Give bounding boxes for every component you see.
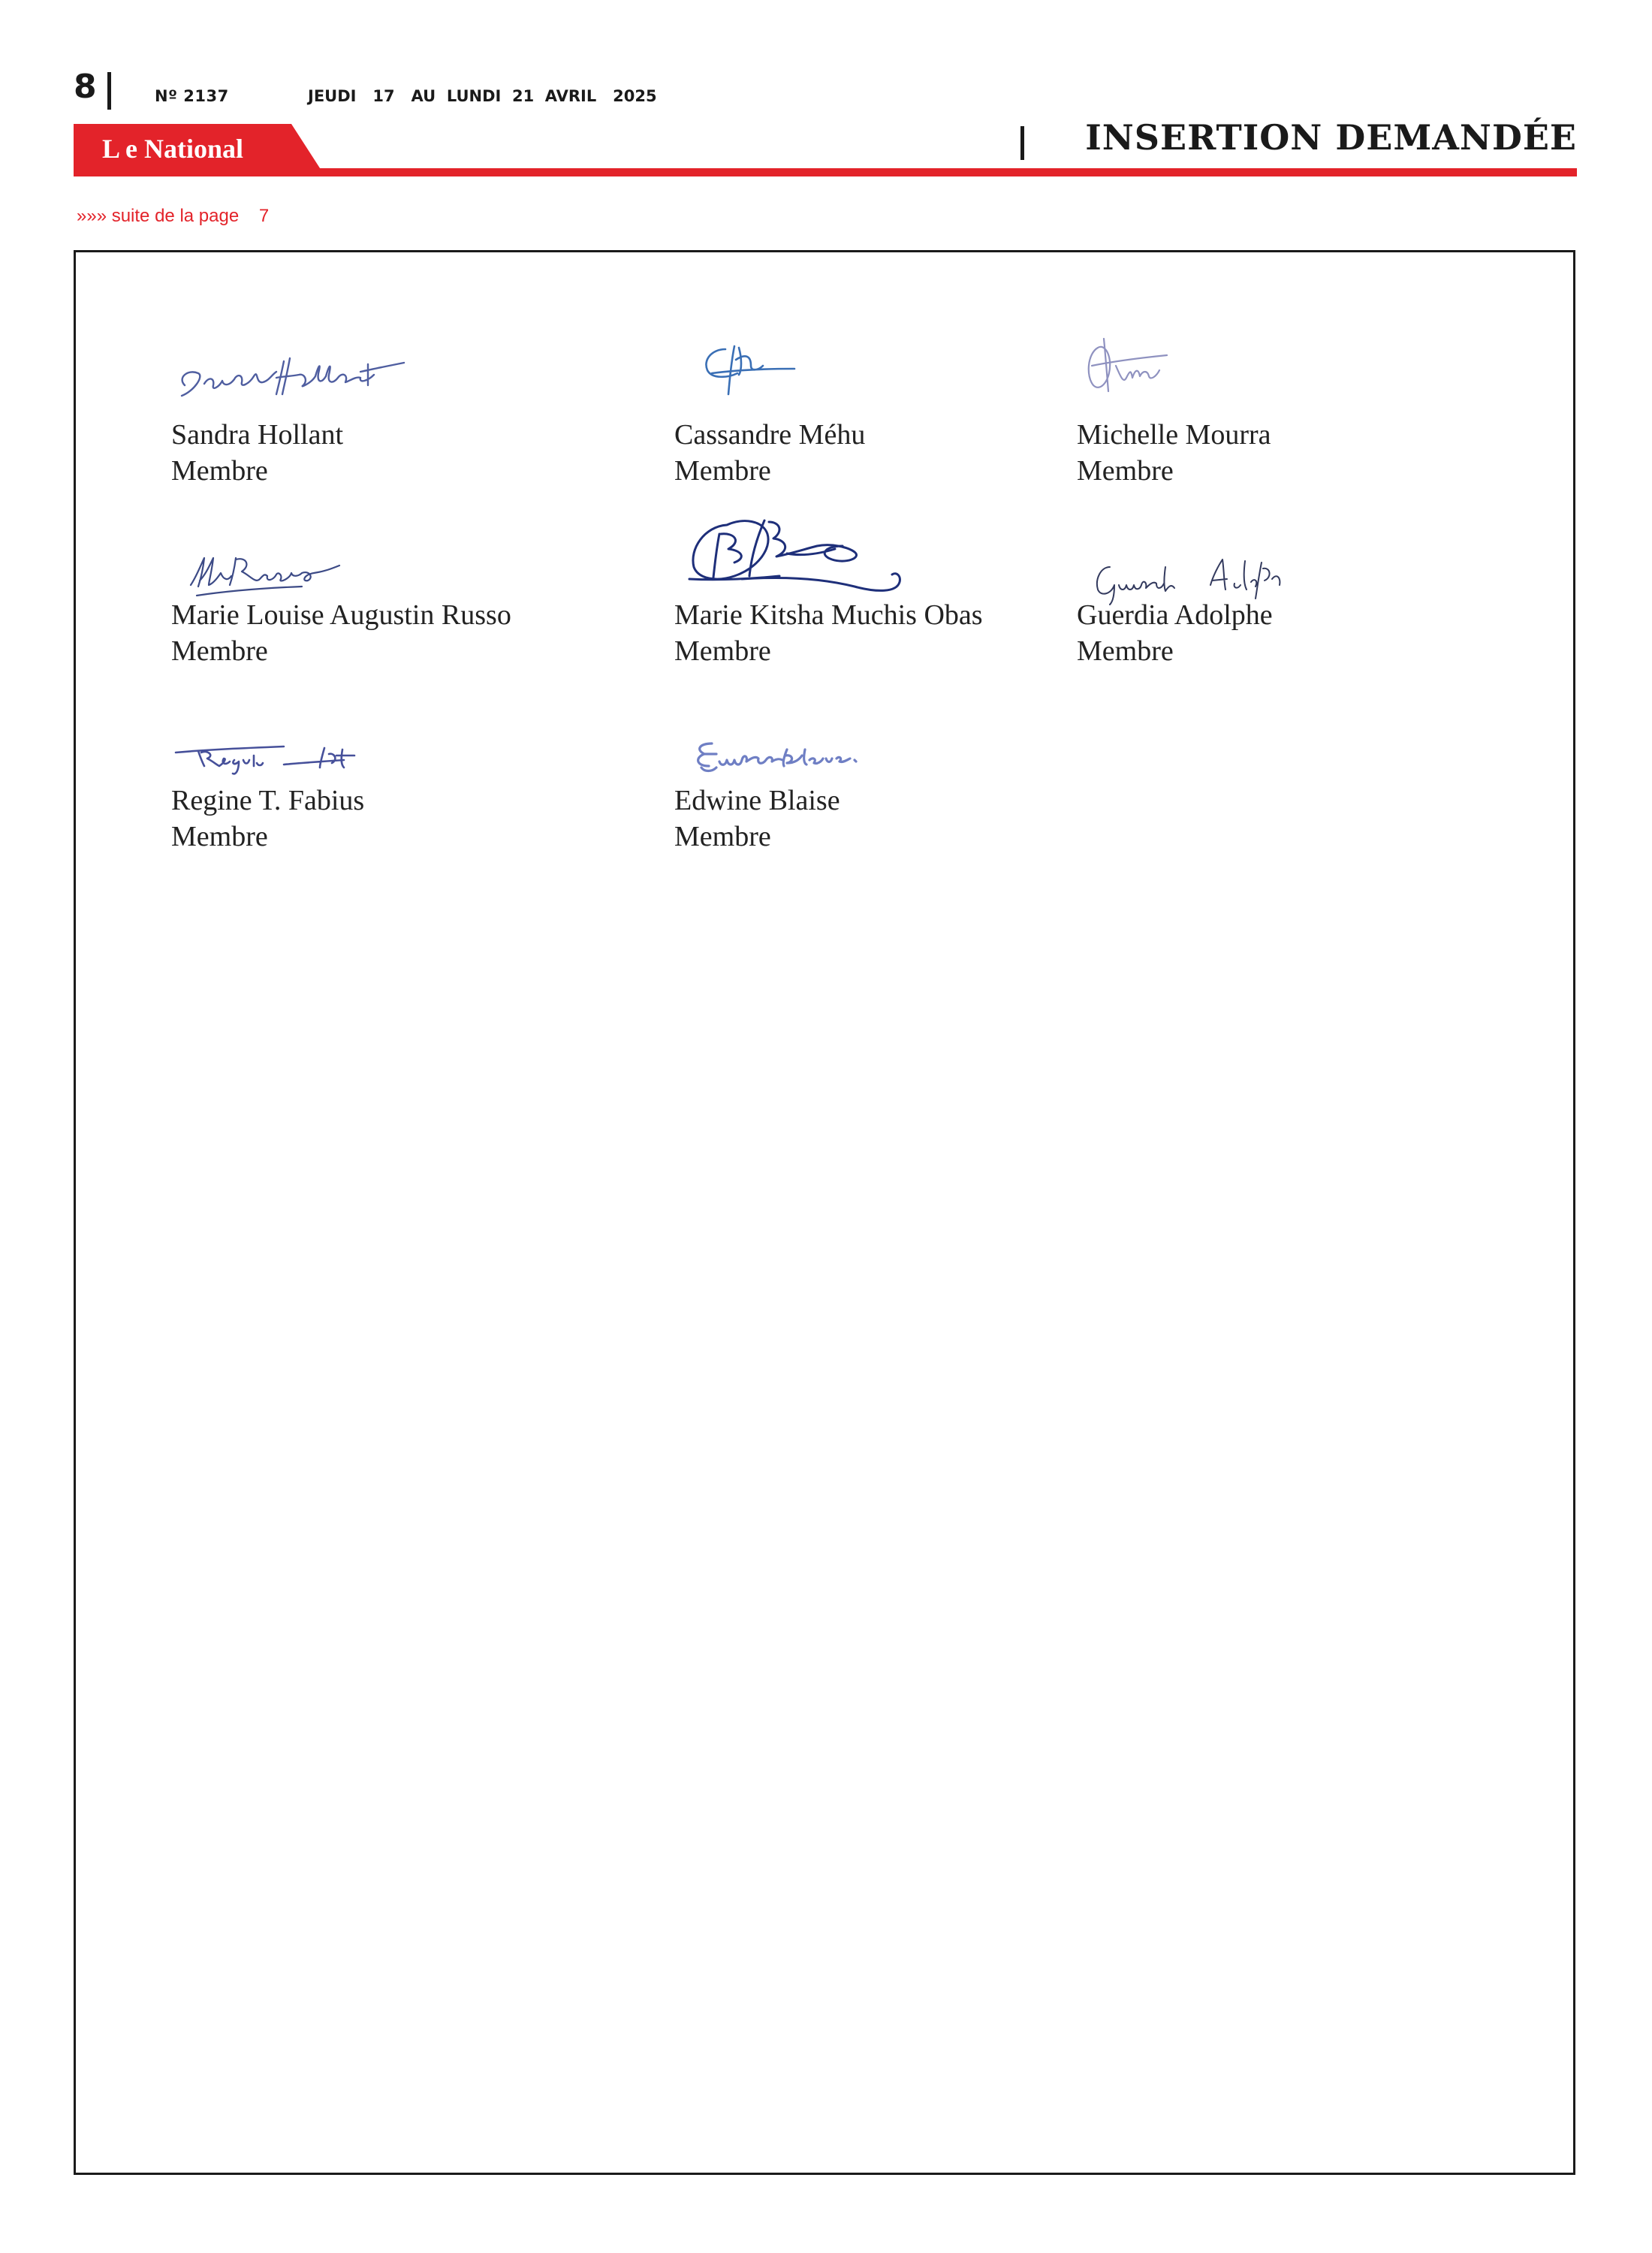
signatory-block	[171, 733, 592, 868]
signatory-block	[171, 541, 622, 692]
issue-date: JEUDI 17 AU LUNDI 21 AVRIL 2025	[308, 87, 657, 105]
signatory-role: Membre	[171, 455, 268, 487]
header-red-rule	[74, 168, 1577, 176]
signatory-name: Edwine Blaise	[674, 785, 840, 816]
page-number: 8	[74, 68, 97, 106]
signatory-role: Membre	[674, 635, 771, 667]
handwritten-signature	[682, 733, 907, 786]
section-divider	[1020, 126, 1024, 160]
handwritten-signature	[674, 504, 930, 609]
signatory-name: Regine T. Fabius	[171, 785, 365, 816]
signatory-block	[1077, 541, 1467, 692]
signatory-block	[674, 316, 1065, 496]
signatory-name: Sandra Hollant	[171, 419, 344, 451]
signatory-role: Membre	[1077, 635, 1174, 667]
newspaper-logo	[74, 124, 321, 170]
signatory-role: Membre	[674, 455, 771, 487]
newspaper-name: L e National	[102, 134, 244, 164]
handwritten-signature	[171, 733, 389, 786]
signatory-name: Guerdia Adolphe	[1077, 599, 1273, 631]
signatory-role: Membre	[171, 635, 268, 667]
signatory-name: Marie Louise Augustin Russo	[171, 599, 511, 631]
page-number-divider	[107, 72, 111, 110]
signatory-block	[171, 339, 592, 496]
signatory-role: Membre	[674, 821, 771, 852]
signatory-block	[674, 504, 1095, 692]
signatory-role: Membre	[1077, 455, 1174, 487]
handwritten-signature	[1077, 316, 1219, 406]
signatory-name: Cassandre Méhu	[674, 419, 866, 451]
handwritten-signature	[689, 316, 817, 406]
continued-from-note: »»» suite de la page 7	[77, 206, 270, 226]
signatory-name: Michelle Mourra	[1077, 419, 1271, 451]
handwritten-signature	[171, 339, 419, 414]
signatory-block	[1077, 316, 1467, 496]
issue-number: Nº 2137	[155, 87, 229, 105]
signatory-block	[674, 733, 1095, 868]
signatory-name: Marie Kitsha Muchis Obas	[674, 599, 983, 631]
insertion-frame	[74, 250, 1575, 2175]
section-title: INSERTION DEMANDÉE	[1085, 117, 1577, 158]
signatory-role: Membre	[171, 821, 268, 852]
